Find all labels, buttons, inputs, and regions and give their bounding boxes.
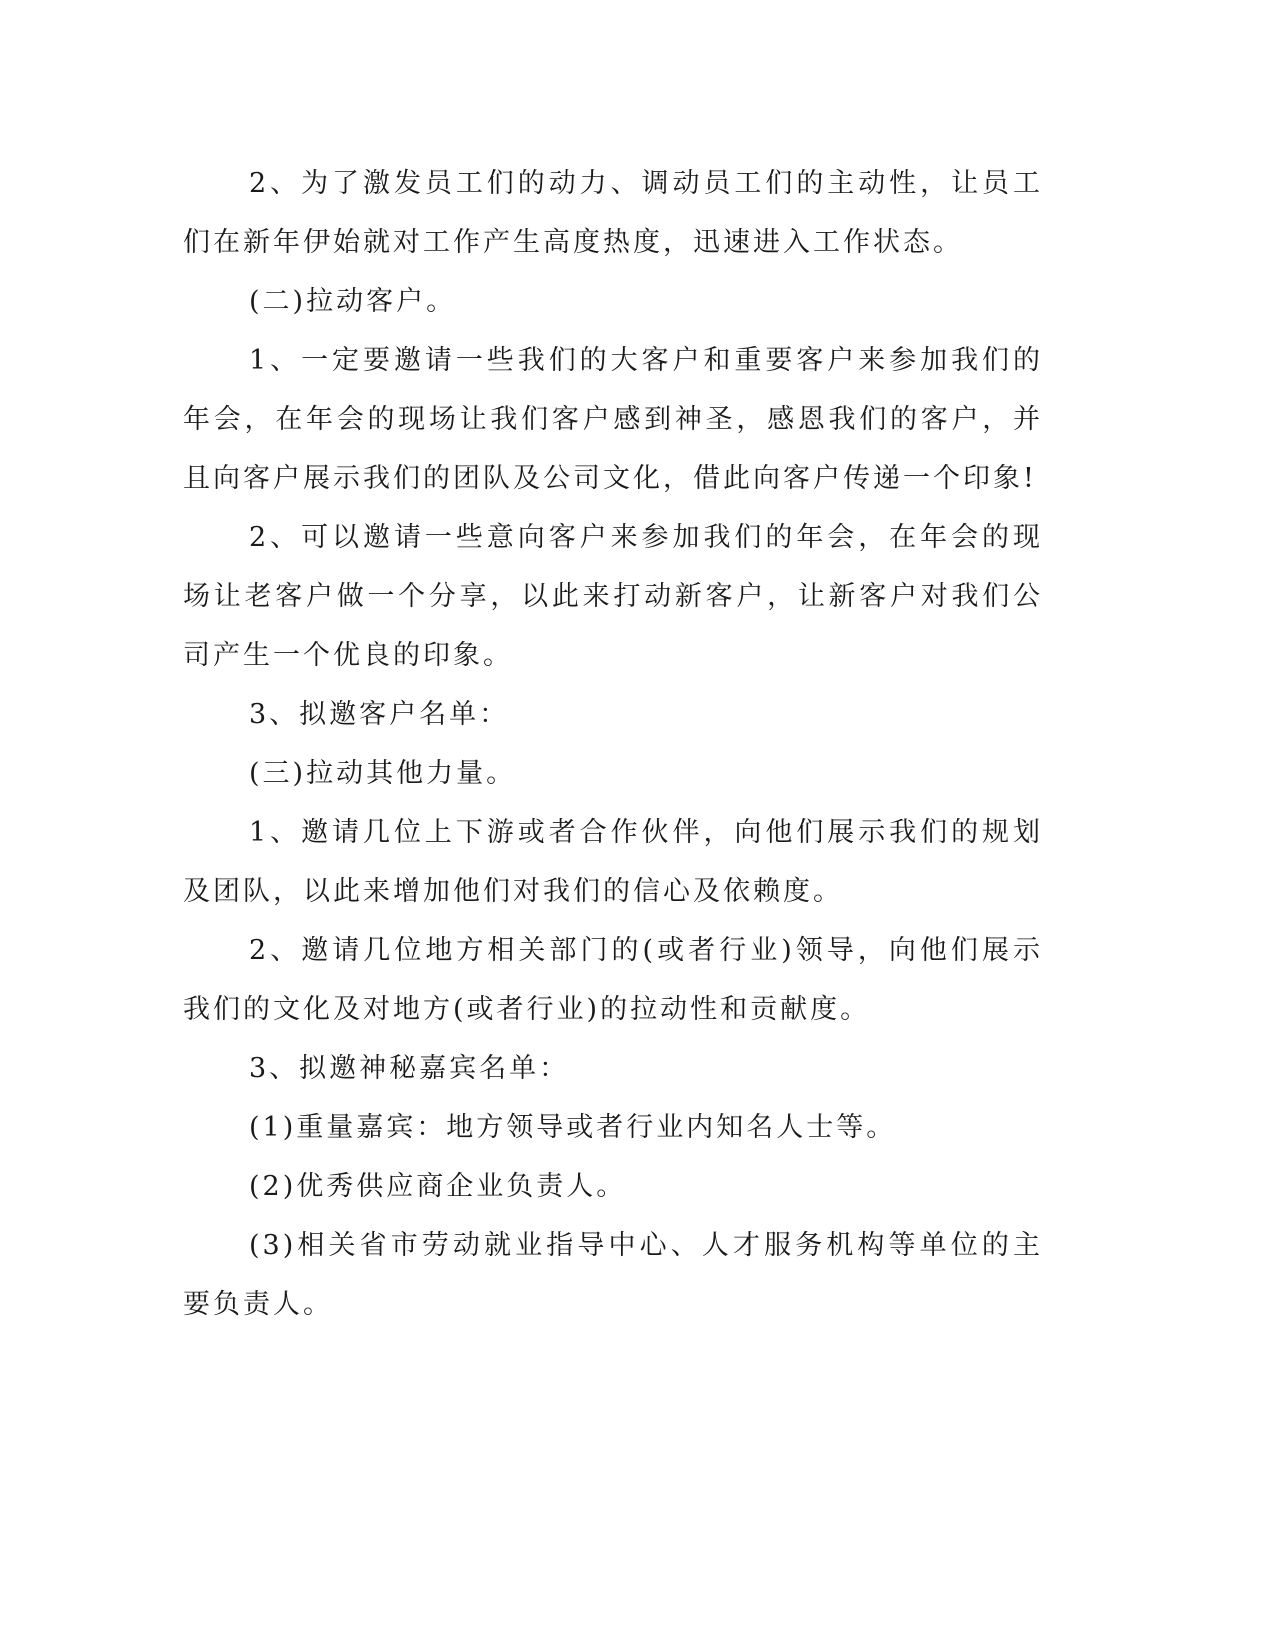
list-item-suppliers: (2)优秀供应商企业负责人。 xyxy=(249,1171,627,1202)
paragraph-invite-prospective-customers: 2、可以邀请一些意向客户来参加我们的年会，在年会的现场让老客户做一个分享，以此来打动新客户，让新客户对我们公司产生一个优良的印象。 xyxy=(183,522,1043,671)
paragraph-motivate-staff: 2、为了激发员工们的动力、调动员工们的主动性，让员工们在新年伊始就对工作产生高度热度，迅速进入工作状态。 xyxy=(183,168,1043,258)
paragraph-invite-officials: 2、邀请几位地方相关部门的(或者行业)领导，向他们展示我们的文化及对地方(或者行业)的拉动性和贡献度。 xyxy=(183,935,1043,1025)
document-body xyxy=(183,154,1043,1334)
paragraph-invite-partners: 1、邀请几位上下游或者合作伙伴，向他们展示我们的规划及团队，以此来增加他们对我们的信心及依赖度。 xyxy=(183,817,1043,907)
heading-other-forces: (三)拉动其他力量。 xyxy=(249,758,517,789)
heading-attract-customers: (二)拉动客户。 xyxy=(249,286,457,317)
paragraph-invite-major-customers: 1、一定要邀请一些我们的大客户和重要客户来参加我们的年会，在年会的现场让我们客户感到神圣，感恩我们的客户，并且向客户展示我们的团队及公司文化，借此向客户传递一个印象! xyxy=(183,345,1043,494)
paragraph-customer-list: 3、拟邀客户名单： xyxy=(249,699,510,730)
paragraph-guest-list: 3、拟邀神秘嘉宾名单： xyxy=(249,1053,570,1084)
list-item-employment-centers: (3)相关省市劳动就业指导中心、人才服务机构等单位的主要负责人。 xyxy=(183,1230,1043,1320)
list-item-vip-guests: (1)重量嘉宾：地方领导或者行业内知名人士等。 xyxy=(249,1112,897,1143)
